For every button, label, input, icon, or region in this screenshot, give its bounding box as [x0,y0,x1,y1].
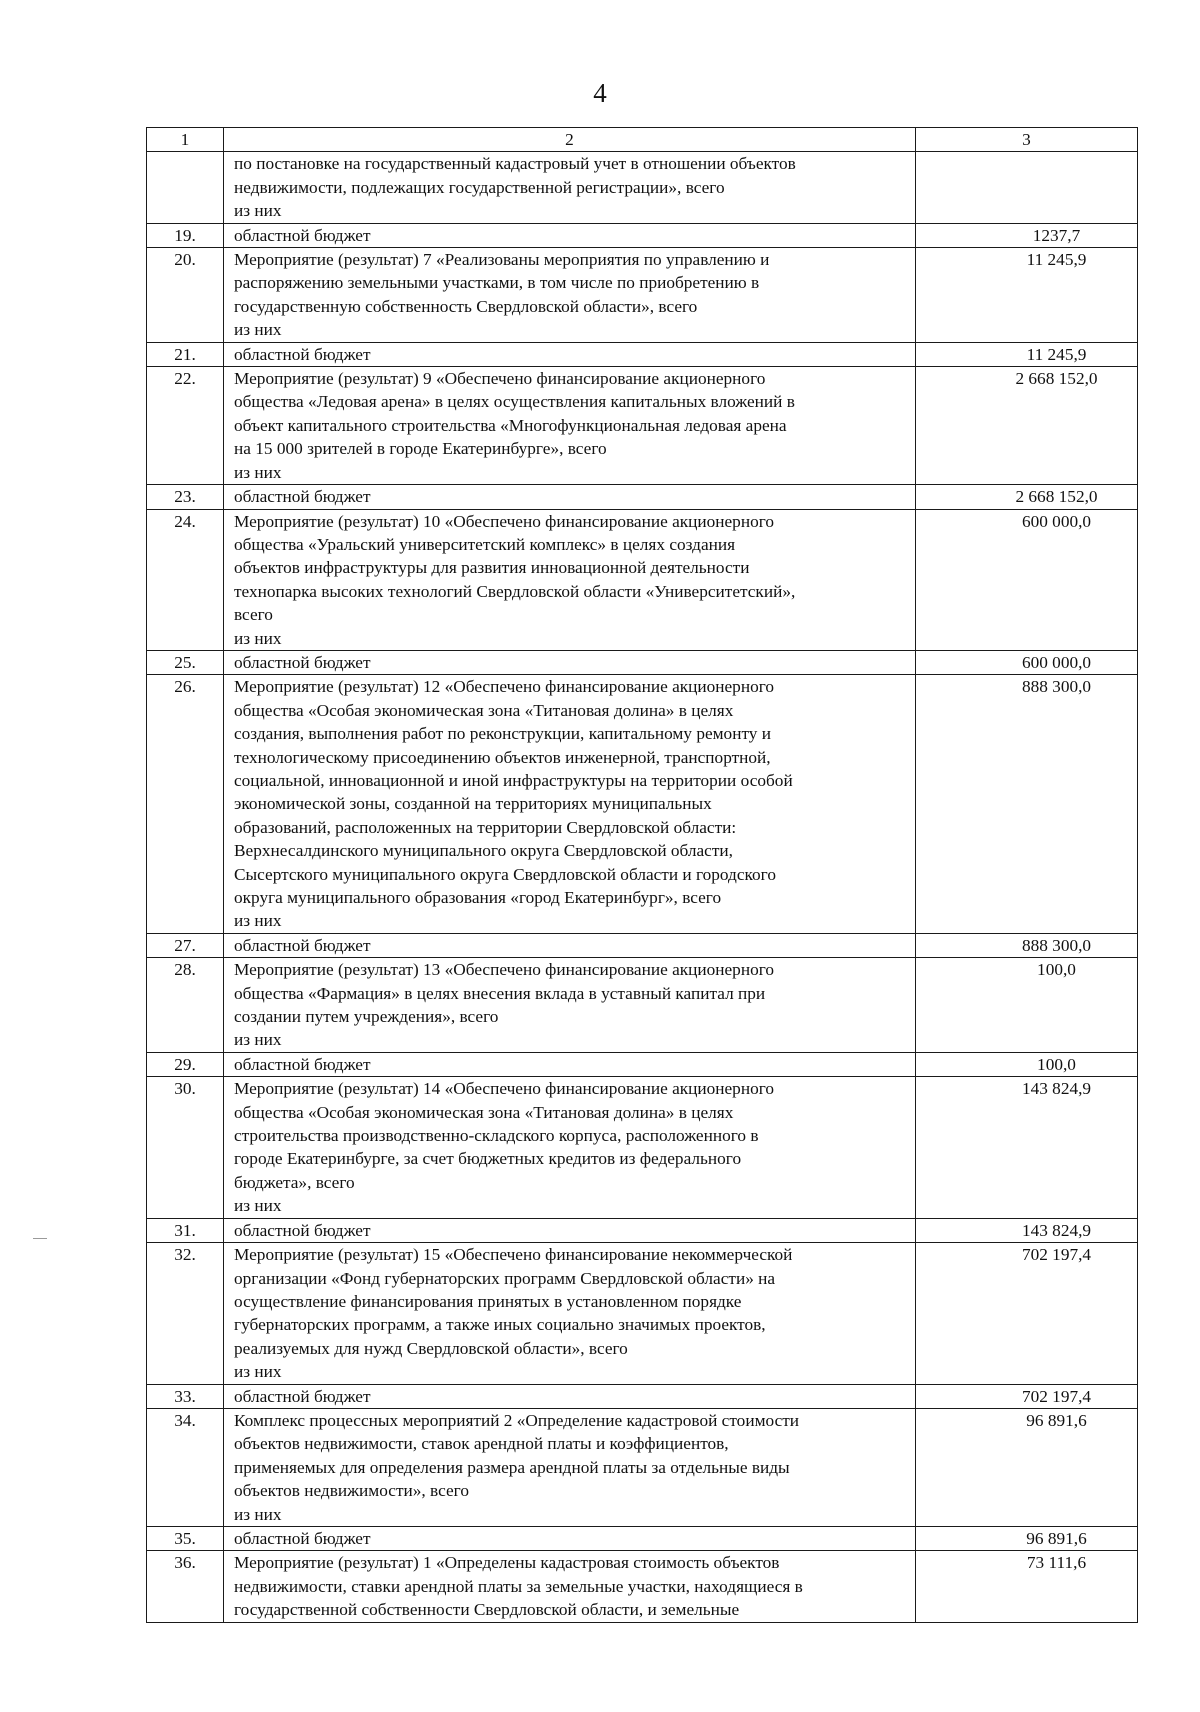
row-number: 28. [147,958,224,1053]
row-number: 26. [147,675,224,933]
row-number: 31. [147,1218,224,1242]
budget-table [146,127,1138,1623]
row-amount: 143 824,9 [916,1218,1138,1242]
row-description: областной бюджет [224,1052,916,1076]
table-row [147,367,1138,485]
row-description: Мероприятие (результат) 14 «Обеспечено финансирование акционерного общества «Особая экономическая зона «Титановая долина» в целях строительства производственно-складского корпуса, расположенного в городе Екатеринбурге, за счет бюджетных кредитов из федерального бюджета», всего из них [224,1077,916,1218]
row-description: Мероприятие (результат) 12 «Обеспечено финансирование акционерного общества «Особая экономическая зона «Титановая долина» в целях создания, выполнения работ по реконструкции, капитальному ремонту и технологическому присоединению объектов инженерной, транспортной, социальной, инновационной и иной инфраструктуры на территории особой экономической зоны, созданной на территориях муниципальных образований, расположенных на территории Свердловской области: Верхнесалдинского муниципального округа Свердловской области, Сысертского муниципального округа Свердловской области и городского округа муниципального образования «город Екатеринбург», всего из них [224,675,916,933]
table-row [147,1243,1138,1384]
row-amount: 2 668 152,0 [916,367,1138,485]
row-amount: 100,0 [916,1052,1138,1076]
table-row [147,1218,1138,1242]
table-row [147,933,1138,957]
row-number: 25. [147,650,224,674]
table-row [147,342,1138,366]
row-description: областной бюджет [224,223,916,247]
row-number: 29. [147,1052,224,1076]
row-number: 33. [147,1384,224,1408]
table-row [147,1526,1138,1550]
table-row [147,1408,1138,1526]
row-number: 23. [147,485,224,509]
row-description: Мероприятие (результат) 13 «Обеспечено финансирование акционерного общества «Фармация» в целях внесения вклада в уставный капитал при создании путем учреждения», всего из них [224,958,916,1053]
row-amount: 600 000,0 [916,509,1138,650]
row-number: 35. [147,1526,224,1550]
table-row [147,675,1138,933]
row-description: областной бюджет [224,1384,916,1408]
row-number: 27. [147,933,224,957]
row-number: 34. [147,1408,224,1526]
row-description: областной бюджет [224,485,916,509]
row-description: областной бюджет [224,342,916,366]
row-amount: 73 111,6 [916,1551,1138,1622]
table-row [147,509,1138,650]
table-row [147,1551,1138,1622]
row-description: Мероприятие (результат) 1 «Определены кадастровая стоимость объектов недвижимости, ставки арендной платы за земельные участки, находящиеся в государственной собственности Свердловской области, и земельные [224,1551,916,1622]
header-col-number: 1 [147,128,224,152]
row-number: 24. [147,509,224,650]
table-row [147,1077,1138,1218]
table-row [147,958,1138,1053]
row-description: Комплекс процессных мероприятий 2 «Определение кадастровой стоимости объектов недвижимости, ставок арендной платы и коэффициентов, применяемых для определения размера арендной платы за отдельные виды объектов недвижимости», всего из них [224,1408,916,1526]
row-amount: 888 300,0 [916,675,1138,933]
header-row [147,128,1138,152]
row-amount: 1237,7 [916,223,1138,247]
row-number: 36. [147,1551,224,1622]
row-amount: 96 891,6 [916,1526,1138,1550]
row-amount: 100,0 [916,958,1138,1053]
row-description: Мероприятие (результат) 7 «Реализованы мероприятия по управлению и распоряжению земельными участками, в том числе по приобретению в государственную собственность Свердловской области», всего из них [224,248,916,343]
row-number: 22. [147,367,224,485]
row-amount: 702 197,4 [916,1243,1138,1384]
table-row [147,152,1138,223]
row-description: Мероприятие (результат) 15 «Обеспечено финансирование некоммерческой организации «Фонд губернаторских программ Свердловской области» на осуществление финансирования принятых в установленном порядке губернаторских программ, а также иных социально значимых проектов, реализуемых для нужд Свердловской области», всего из них [224,1243,916,1384]
header-col-amount: 3 [916,128,1138,152]
row-amount: 11 245,9 [916,248,1138,343]
row-amount [916,152,1138,223]
row-number: 30. [147,1077,224,1218]
row-amount: 600 000,0 [916,650,1138,674]
header-col-description: 2 [224,128,916,152]
row-number: 32. [147,1243,224,1384]
table-row [147,650,1138,674]
row-amount: 888 300,0 [916,933,1138,957]
row-description: Мероприятие (результат) 9 «Обеспечено финансирование акционерного общества «Ледовая арена» в целях осуществления капитальных вложений в объект капитального строительства «Многофункциональная ледовая арена на 15 000 зрителей в городе Екатеринбурге», всего из них [224,367,916,485]
row-description: областной бюджет [224,1218,916,1242]
row-number [147,152,224,223]
scan-mark [33,1238,47,1239]
row-amount: 702 197,4 [916,1384,1138,1408]
row-amount: 2 668 152,0 [916,485,1138,509]
table-row [147,1384,1138,1408]
row-description: Мероприятие (результат) 10 «Обеспечено финансирование акционерного общества «Уральский университетский комплекс» в целях создания объектов инфраструктуры для развития инновационной деятельности технопарка высоких технологий Свердловской области «Университетский», всего из них [224,509,916,650]
row-description: по постановке на государственный кадастровый учет в отношении объектов недвижимости, подлежащих государственной регистрации», всего из них [224,152,916,223]
row-amount: 143 824,9 [916,1077,1138,1218]
row-description: областной бюджет [224,650,916,674]
table-header [147,128,1138,152]
table-row [147,485,1138,509]
table-row [147,223,1138,247]
table-body [147,152,1138,1622]
row-description: областной бюджет [224,933,916,957]
page-number: 4 [593,78,607,108]
row-number: 20. [147,248,224,343]
row-amount: 96 891,6 [916,1408,1138,1526]
row-description: областной бюджет [224,1526,916,1550]
row-number: 19. [147,223,224,247]
table-row [147,248,1138,343]
row-amount: 11 245,9 [916,342,1138,366]
row-number: 21. [147,342,224,366]
table-row [147,1052,1138,1076]
